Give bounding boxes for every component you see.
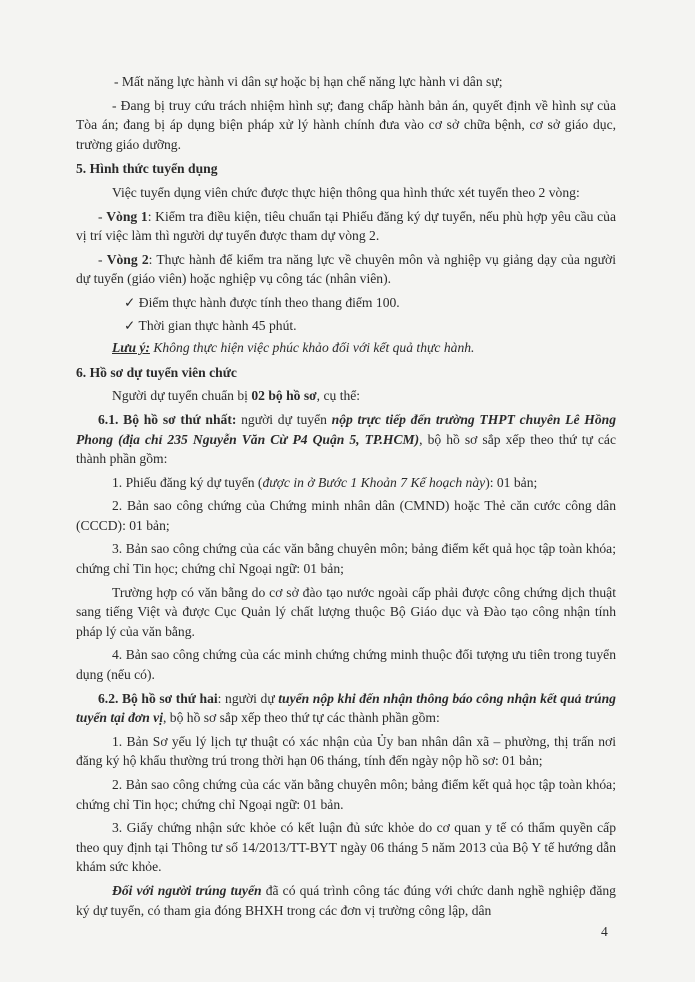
list-item: 1. Bản Sơ yếu lý lịch tự thuật có xác nhận của Ủy ban nhân dân xã – phường, thị trấn nơi đăng ký hộ khẩu thường trú trong thời hạn 06 tháng, tính đến ngày nộp hồ sơ: 01 bản; bbox=[76, 733, 616, 769]
subsection-label: 6.2. Bộ hồ sơ thứ hai bbox=[98, 690, 218, 706]
list-item: 1. Phiếu đăng ký dự tuyển (được in ở Bước 1 Khoản 7 Kế hoạch này): 01 bản; bbox=[112, 474, 538, 490]
paragraph: Việc tuyển dụng viên chức được thực hiện thông qua hình thức xét tuyển theo 2 vòng: bbox=[112, 184, 580, 200]
paragraph: - Vòng 2: Thực hành để kiểm tra năng lực về chuyên môn và nghiệp vụ giảng dạy của người dự tuyển (giáo viên) hoặc nghiệp vụ công tác (nhân viên). bbox=[76, 251, 616, 287]
round-label: Vòng 1 bbox=[106, 208, 148, 224]
list-item: 4. Bản sao công chứng của các minh chứng chứng minh thuộc đối tượng ưu tiên trong tuyển dụng (nếu có). bbox=[76, 647, 616, 683]
round-label: Vòng 2 bbox=[106, 251, 149, 267]
page-content bbox=[76, 72, 616, 924]
list-item: 3. Bản sao công chứng của các văn bằng chuyên môn; bảng điểm kết quả học tập toàn khóa; chứng chỉ Tin học; chứng chỉ Ngoại ngữ: 01 bản; bbox=[76, 541, 616, 577]
paragraph: - Vòng 1: Kiểm tra điều kiện, tiêu chuẩn tại Phiếu đăng ký dự tuyển, nếu phù hợp yêu cầu của vị trí việc làm thì người dự tuyển được tham dự vòng 2. bbox=[76, 208, 616, 244]
note: Lưu ý: Không thực hiện việc phúc khảo đối với kết quả thực hành. bbox=[112, 340, 475, 356]
bullet-line: - Mất năng lực hành vi dân sự hoặc bị hạn chế năng lực hành vi dân sự; bbox=[114, 74, 503, 89]
check-item: ✓ Thời gian thực hành 45 phút. bbox=[124, 317, 297, 333]
paragraph: Đối với người trúng tuyển đã có quá trình công tác đúng với chức danh nghề nghiệp đăng ký dự tuyển, có tham gia đóng BHXH trong các đơn vị trường công lập, dân bbox=[76, 882, 616, 918]
list-item: 3. Giấy chứng nhận sức khỏe có kết luận đủ sức khỏe do cơ quan y tế có thẩm quyền cấp theo quy định tại Thông tư số 14/2013/TT-BYT ngày 06 tháng 5 năm 2013 của Bộ Y tế hướng dẫn khám sức khỏe. bbox=[76, 820, 616, 875]
page-number: 4 bbox=[601, 924, 608, 939]
subsection-paragraph: 6.2. Bộ hồ sơ thứ hai: người dự tuyển nộp khi đến nhận thông báo công nhận kết quả trúng tuyển tại đơn vị, bộ hồ sơ sắp xếp theo thứ tự các thành phần gồm: bbox=[76, 690, 616, 726]
section-heading: 6. Hồ sơ dự tuyển viên chức bbox=[76, 364, 237, 380]
subsection-label: 6.1. Bộ hồ sơ thứ nhất: bbox=[98, 411, 237, 427]
bullet-line: - Đang bị truy cứu trách nhiệm hình sự; đang chấp hành bản án, quyết định về hình sự của Tòa án; đang bị áp dụng biện pháp xử lý hành chính đưa vào cơ sở chữa bệnh, cơ sở giáo dục, trường giáo dưỡng. bbox=[76, 97, 616, 152]
note-label: Lưu ý: bbox=[112, 340, 150, 356]
paragraph: Người dự tuyển chuẩn bị 02 bộ hồ sơ, cụ thể: bbox=[112, 388, 361, 404]
paragraph: Trường hợp có văn bằng do cơ sở đào tạo nước ngoài cấp phải được công chứng dịch thuật sang tiếng Việt và được Cục Quản lý chất lượng thuộc Bộ Giáo dục và Đào tạo công nhận tính pháp lý của văn bằng. bbox=[76, 584, 616, 639]
subsection-paragraph: 6.1. Bộ hồ sơ thứ nhất: người dự tuyển nộp trực tiếp đến trường THPT chuyên Lê Hồng Phong (địa chỉ 235 Nguyễn Văn Cừ P4 Quận 5, TP.HCM), bộ hồ sơ sắp xếp theo thứ tự các thành phần gồm: bbox=[76, 411, 616, 467]
check-item: ✓ Điểm thực hành được tính theo thang điểm 100. bbox=[124, 294, 400, 310]
list-item: 2. Bản sao công chứng của các văn bằng chuyên môn; bảng điểm kết quả học tập toàn khóa; chứng chỉ Tin học; chứng chỉ Ngoại ngữ: 01 bản. bbox=[76, 777, 616, 812]
section-heading: 5. Hình thức tuyển dụng bbox=[76, 161, 218, 177]
list-item: 2. Bản sao công chứng của Chứng minh nhân dân (CMND) hoặc Thẻ căn cước công dân (CCCD): 01 bản; bbox=[76, 498, 616, 533]
